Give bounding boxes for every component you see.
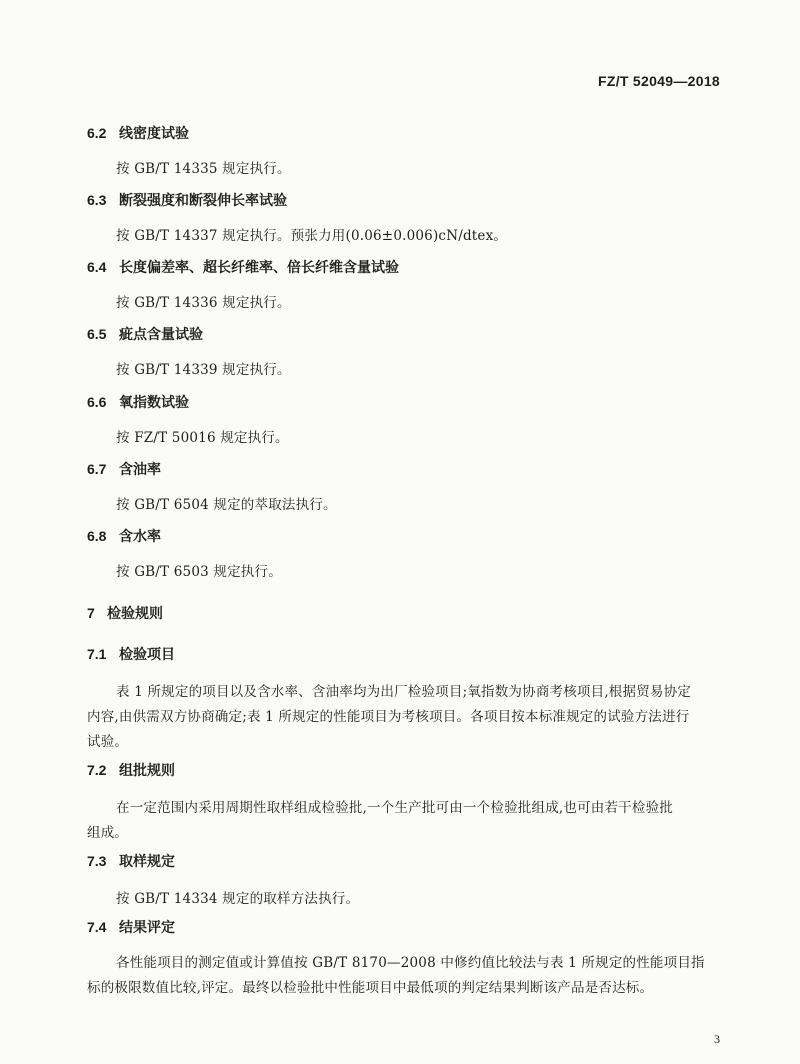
section-title: 检验项目 [119, 647, 175, 663]
section-number: 6.8 [87, 528, 107, 544]
paragraph-7-1-line-2: 内容,由供需双方协商确定;表 1 所规定的性能项目为考核项目。各项目按本标准规定的试验方法进行 [87, 709, 690, 725]
paragraph-7-4-line-2: 标的极限数值比较,评定。最终以检验批中性能项目中最低项的判定结果判断该产品是否达标。 [87, 980, 654, 996]
chapter-number: 7 [87, 605, 95, 621]
paragraph-7-2-line-1: 在一定范围内采用周期性取样组成检验批,一个生产批可由一个检验批组成,也可由若干检验批 [116, 800, 673, 816]
section-text-6-5: 按 GB/T 14339 规定执行。 [116, 362, 291, 378]
section-text-7-3: 按 GB/T 14334 规定的取样方法执行。 [116, 891, 360, 907]
section-number: 7.4 [87, 919, 107, 935]
section-heading-6-5 [87, 324, 203, 344]
section-title: 结果评定 [119, 920, 175, 936]
section-text-6-3: 按 GB/T 14337 规定执行。预张力用(0.06±0.006)cN/dtex。 [116, 228, 508, 244]
section-heading-6-4 [87, 257, 399, 277]
section-number: 7.3 [87, 853, 107, 869]
chapter-title: 检验规则 [107, 606, 163, 622]
page-number: 3 [714, 1032, 720, 1046]
section-number: 6.3 [87, 192, 107, 208]
section-number: 6.5 [87, 326, 107, 342]
paragraph-7-2-line-2: 组成。 [87, 825, 129, 841]
section-title: 氧指数试验 [119, 395, 189, 411]
section-text-6-8: 按 GB/T 6503 规定执行。 [116, 564, 282, 580]
section-text-6-6: 按 FZ/T 50016 规定执行。 [116, 430, 289, 446]
section-number: 6.2 [87, 125, 107, 141]
section-text-6-2: 按 GB/T 14335 规定执行。 [116, 161, 291, 177]
section-title: 组批规则 [119, 763, 175, 779]
chapter-heading-7 [87, 603, 163, 623]
paragraph-7-1-line-3: 试验。 [87, 734, 129, 750]
section-title: 疵点含量试验 [119, 327, 203, 343]
section-number: 7.2 [87, 762, 107, 778]
section-text-6-4: 按 GB/T 14336 规定执行。 [116, 295, 291, 311]
section-title: 取样规定 [119, 854, 175, 870]
standard-code: FZ/T 52049—2018 [597, 73, 720, 89]
paragraph-7-1-line-1: 表 1 所规定的项目以及含水率、含油率均为出厂检验项目;氧指数为协商考核项目,根据贸易协定 [116, 684, 692, 700]
section-heading-6-3 [87, 190, 287, 210]
section-title: 含油率 [119, 462, 161, 478]
section-number: 6.6 [87, 394, 107, 410]
section-text-6-7: 按 GB/T 6504 规定的萃取法执行。 [116, 497, 337, 513]
section-heading-7-1 [87, 644, 175, 664]
section-heading-6-8 [87, 526, 161, 546]
section-title: 断裂强度和断裂伸长率试验 [119, 193, 287, 209]
section-title: 含水率 [119, 529, 161, 545]
section-title: 线密度试验 [119, 126, 189, 142]
section-heading-6-7 [87, 459, 161, 479]
section-heading-7-4 [87, 917, 175, 937]
paragraph-7-4-line-1: 各性能项目的测定值或计算值按 GB/T 8170—2008 中修约值比较法与表 1 所规定的性能项目指 [116, 955, 705, 971]
section-number: 7.1 [87, 646, 107, 662]
section-heading-7-3 [87, 851, 175, 871]
section-heading-6-6 [87, 392, 189, 412]
section-number: 6.4 [87, 259, 107, 275]
section-heading-7-2 [87, 760, 175, 780]
section-number: 6.7 [87, 461, 107, 477]
section-title: 长度偏差率、超长纤维率、倍长纤维含量试验 [119, 260, 399, 276]
section-heading-6-2 [87, 123, 189, 143]
